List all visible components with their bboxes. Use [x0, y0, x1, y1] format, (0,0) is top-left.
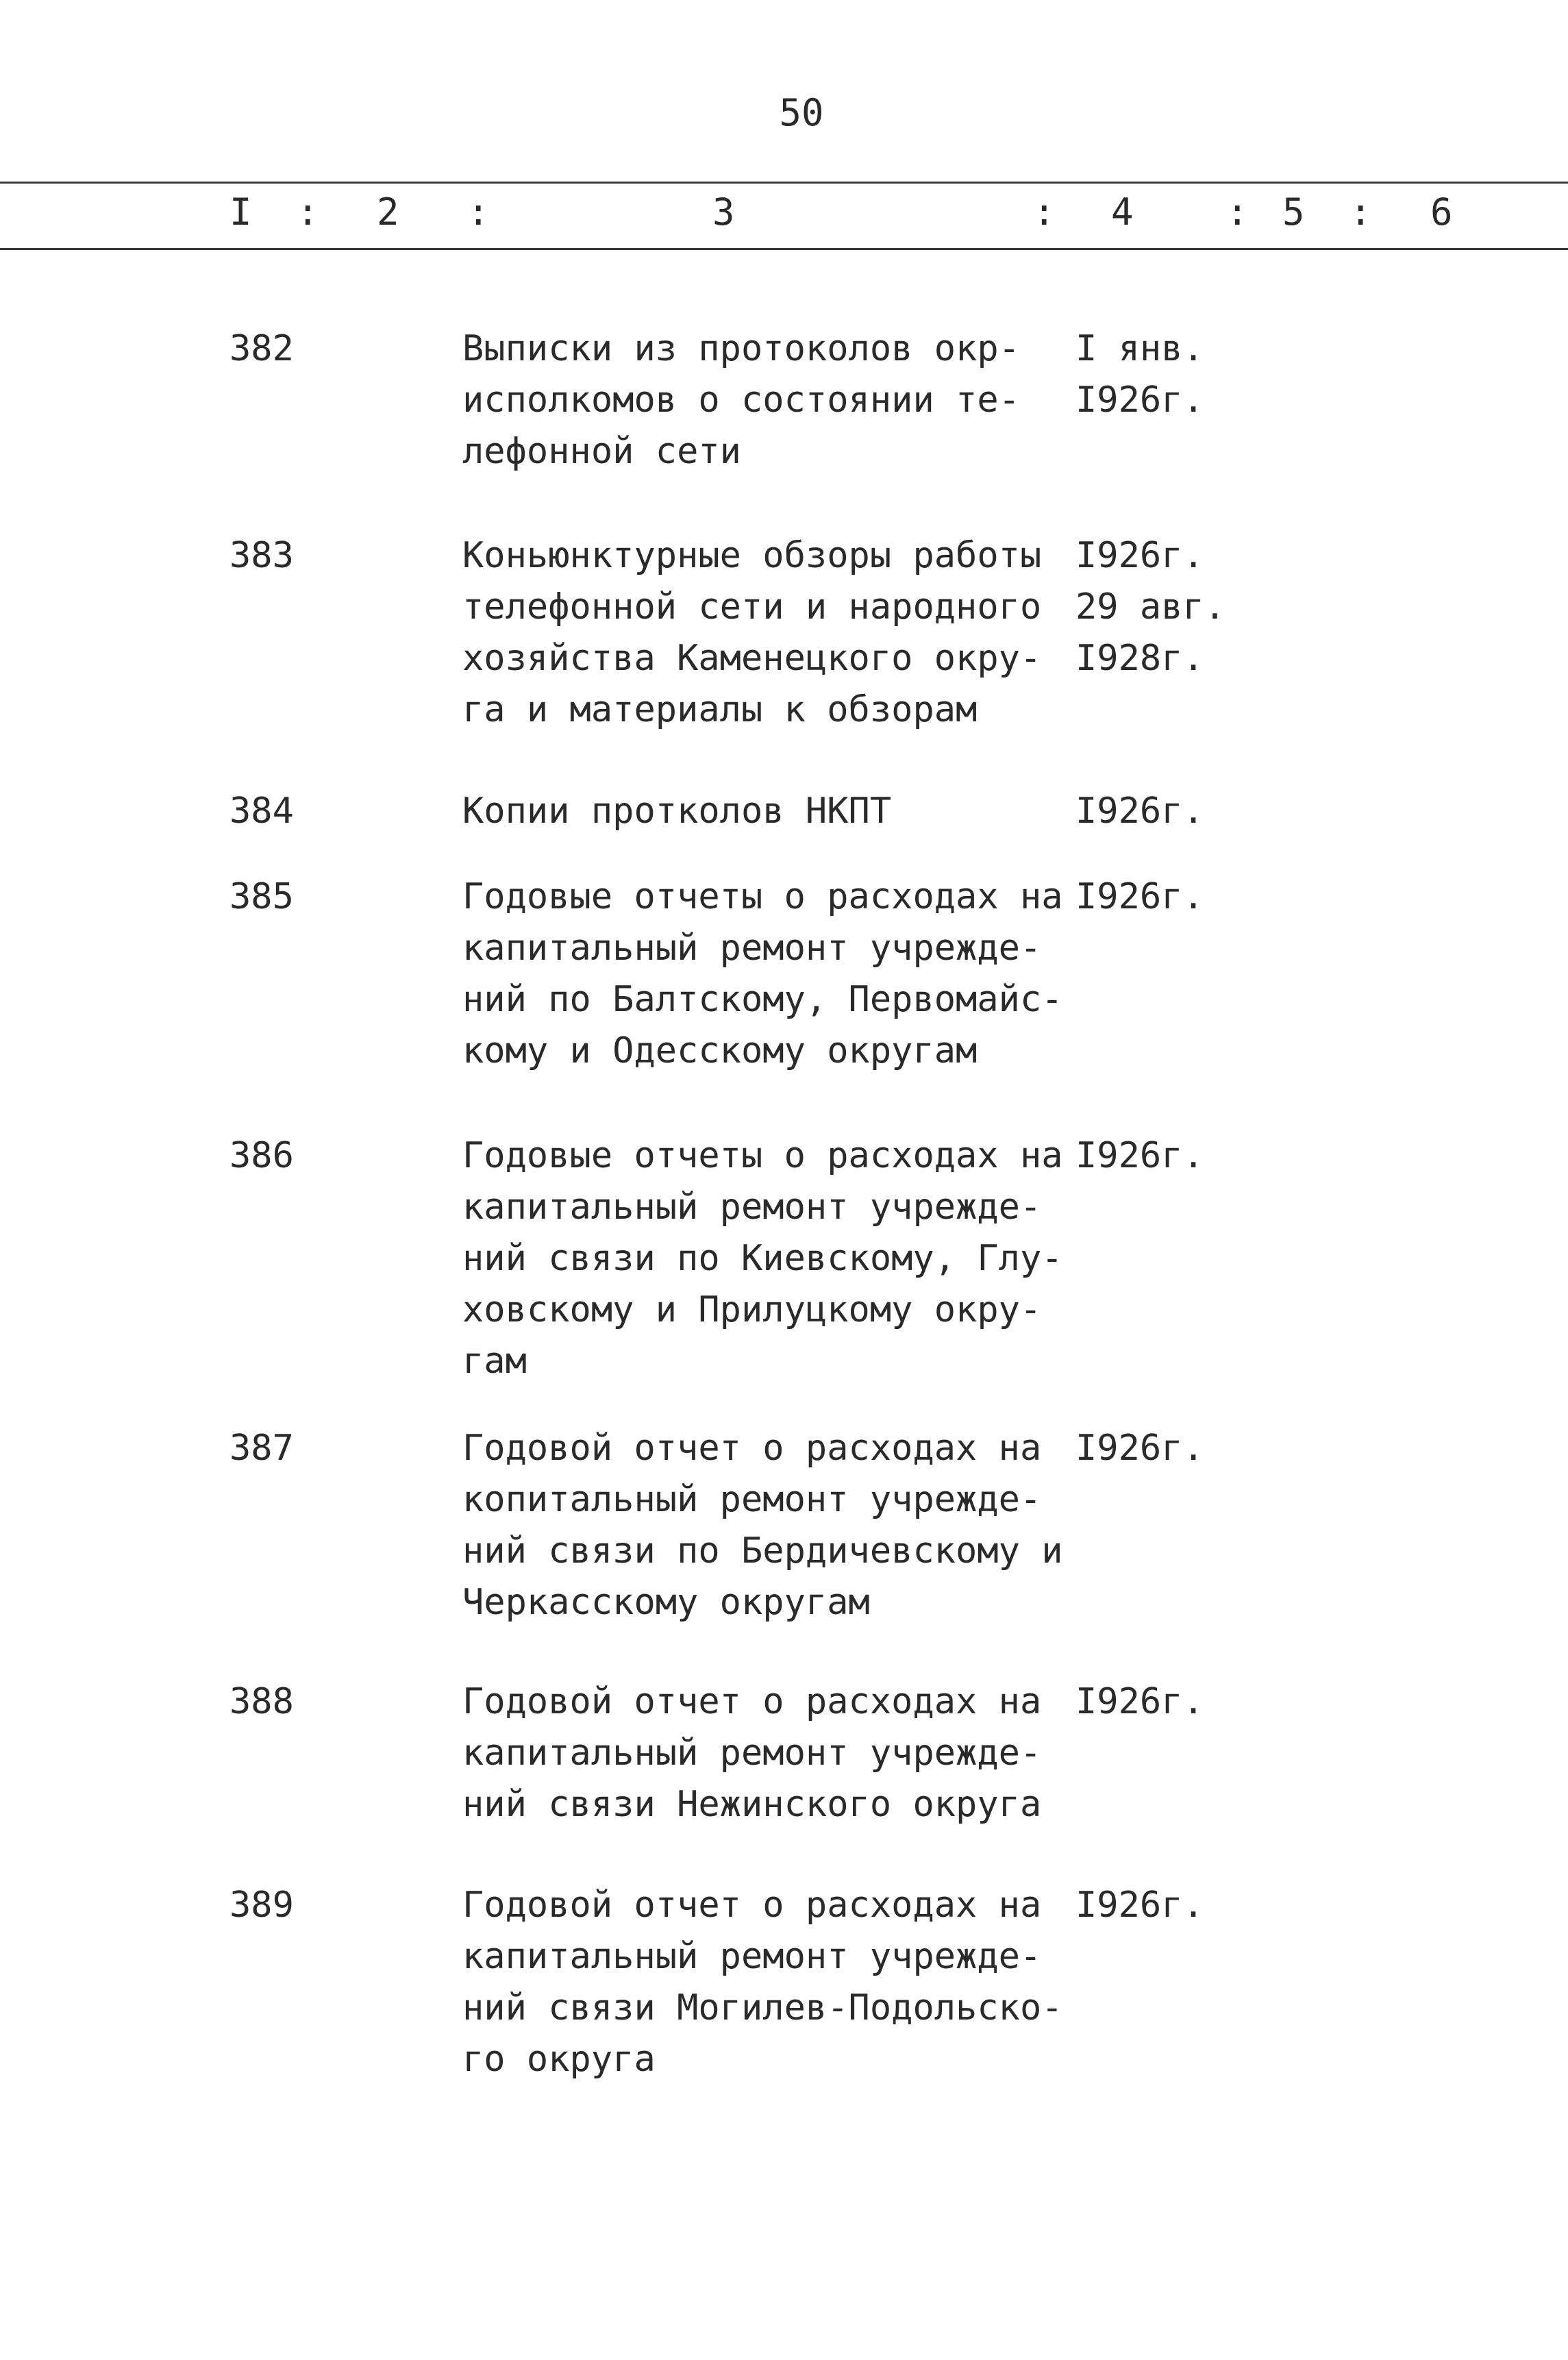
entry-description: Годовой отчет о расходах на капитальный ремонт учрежде- ний связи Могилев-Подольско- го округа [462, 1885, 1063, 2080]
column-header-6: 6 [1430, 190, 1453, 234]
entry-number: 384 [229, 791, 294, 832]
column-header-3: 3 [712, 190, 735, 234]
entry-number: 387 [229, 1428, 294, 1469]
page-number: 50 [779, 91, 824, 134]
entry-date: I926г. [1075, 1885, 1204, 1926]
entry-number: 382 [229, 328, 294, 369]
entry-description: Годовой отчет о расходах на капитальный ремонт учрежде- ний связи Нежинского округа [462, 1681, 1042, 1825]
entry-date: I926г. 29 авг. I928г. [1075, 535, 1226, 679]
entry-number: 389 [229, 1885, 294, 1926]
header-bottom-rule [0, 248, 1568, 250]
entry-description: Коньюнктурные обзоры работы телефонной сети и народного хозяйства Каменецкого окру- га и материалы к обзорам [462, 535, 1042, 730]
entry-description: Годовые отчеты о расходах на капитальный ремонт учрежде- ний по Балтскому, Первомайс- кому и Одесскому округам [462, 876, 1063, 1071]
entry-date: I926г. [1075, 791, 1204, 832]
header-top-rule [0, 182, 1568, 184]
column-header-5: 5 [1282, 190, 1305, 234]
entry-description: Выписки из протоколов окр- исполкомов о состоянии те- лефонной сети [462, 328, 1020, 472]
entry-description: Годовой отчет о расходах на копитальный ремонт учрежде- ний связи по Бердичевскому и Черкасскому округам [462, 1428, 1063, 1623]
column-separator: : [467, 190, 490, 234]
entry-description: Годовые отчеты о расходах на капитальный ремонт учрежде- ний связи по Киевскому, Глу- ховскому и Прилуцкому окру- гам [462, 1135, 1063, 1382]
entry-description: Копии протколов НКПТ [462, 791, 892, 832]
column-separator: : [1226, 190, 1249, 234]
column-separator: : [1033, 190, 1056, 234]
entry-date: I926г. [1075, 1681, 1204, 1722]
column-separator: : [1349, 190, 1372, 234]
column-header-2: 2 [377, 190, 399, 234]
column-header-1: I [229, 190, 252, 234]
column-header-4: 4 [1111, 190, 1134, 234]
entry-number: 386 [229, 1135, 294, 1176]
entry-number: 385 [229, 876, 294, 917]
entry-number: 388 [229, 1681, 294, 1722]
entry-date: I926г. [1075, 876, 1204, 917]
entry-date: I янв. I926г. [1075, 328, 1204, 421]
entry-number: 383 [229, 535, 294, 576]
column-separator: : [297, 190, 319, 234]
entry-date: I926г. [1075, 1428, 1204, 1469]
entry-date: I926г. [1075, 1135, 1204, 1176]
